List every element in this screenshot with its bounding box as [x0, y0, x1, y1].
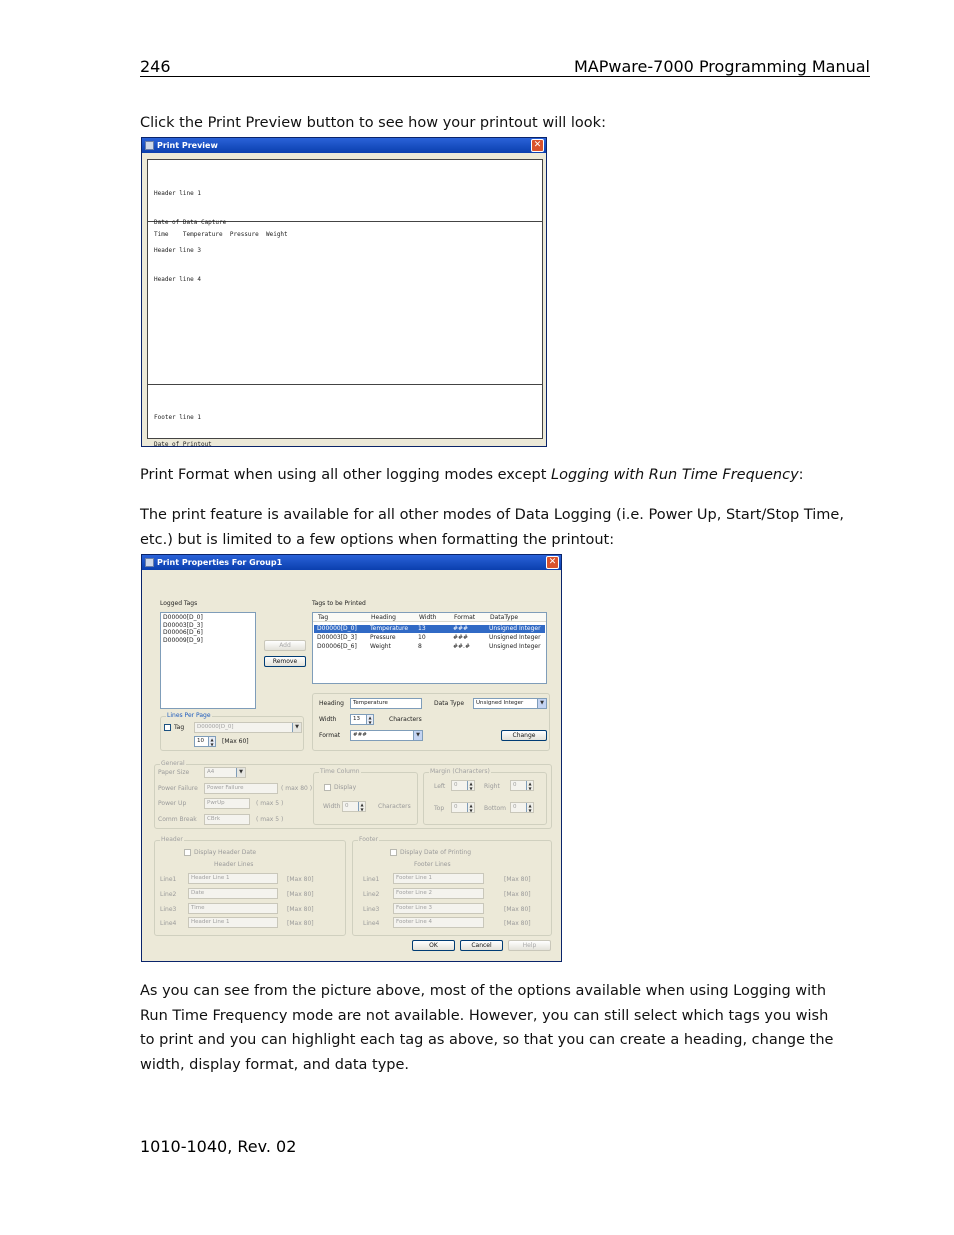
logged-tags-list[interactable] — [160, 612, 256, 709]
power-failure-max: ( max 80 ) — [281, 785, 313, 792]
paragraph-conclusion — [140, 979, 833, 1077]
spinner-arrows-icon[interactable]: ▲ ▼ — [526, 781, 533, 791]
header-group-label: Header — [161, 836, 183, 843]
top-value: 0 — [454, 804, 458, 810]
manual-title: MAPware-7000 Programming Manual — [574, 57, 870, 76]
cancel-button[interactable]: Cancel — [460, 940, 503, 951]
tags-to-print-label: Tags to be Printed — [312, 600, 366, 607]
cell-format: ### — [453, 634, 469, 641]
remove-button[interactable]: Remove — [264, 656, 306, 667]
right-stepper[interactable] — [510, 780, 534, 791]
chevron-down-icon[interactable]: ▼ — [413, 731, 422, 740]
tag-select-value: D00000[D_0] — [197, 724, 234, 730]
datatype-select[interactable] — [473, 698, 547, 709]
power-up-label: Power Up — [158, 800, 187, 807]
display-label: Display — [334, 784, 357, 791]
footer-line-max: [Max 80] — [504, 906, 531, 913]
header-line-max: [Max 80] — [287, 920, 314, 927]
paragraph-print-feature — [140, 503, 844, 552]
props-titlebar — [142, 555, 561, 570]
paper-size-label: Paper Size — [158, 769, 190, 776]
footer-line-label: Line4 — [363, 920, 380, 927]
chevron-down-icon[interactable]: ▼ — [236, 768, 245, 777]
header-line-label: Line1 — [160, 876, 177, 883]
footer-line-input[interactable]: Footer Line 4 — [393, 917, 484, 928]
comm-break-label: Comm Break — [158, 816, 197, 823]
cell-datatype: Unsigned Integer — [489, 643, 541, 650]
power-failure-label: Power Failure — [158, 785, 198, 792]
right-label: Right — [484, 783, 500, 790]
time-column-group — [313, 768, 418, 825]
header-line-label: Line2 — [160, 891, 177, 898]
print-properties-window — [141, 554, 562, 962]
cell-format: ### — [453, 625, 469, 632]
col-header-heading[interactable]: Heading — [371, 614, 396, 621]
tag-checkbox[interactable] — [164, 724, 171, 731]
format-value: ### — [353, 732, 367, 738]
general-label: General — [161, 760, 185, 767]
close-icon[interactable]: ✕ — [546, 556, 559, 569]
col-header-datatype[interactable]: DataType — [490, 614, 519, 621]
p4-line: As you can see from the picture above, most of the options available when using Logging with — [140, 983, 827, 999]
tags-table[interactable] — [312, 612, 547, 684]
chevron-down-icon[interactable]: ▼ — [292, 723, 301, 732]
cell-heading: Pressure — [370, 634, 396, 641]
preview-title: Print Preview — [157, 141, 218, 150]
header-line-label: Line3 — [160, 906, 177, 913]
header-line-input[interactable]: Date — [188, 888, 278, 899]
preview-header-line: Date of Data Capture — [154, 218, 227, 226]
tc-width-value: 0 — [345, 803, 349, 809]
preview-header-line: Header line 4 — [154, 275, 201, 283]
header-line-label: Line4 — [160, 920, 177, 927]
preview-body-section — [148, 222, 542, 385]
cell-width: 10 — [418, 634, 426, 641]
ok-button[interactable]: OK — [412, 940, 455, 951]
table-row[interactable] — [314, 643, 545, 651]
cell-tag: D00003[D_3] — [317, 634, 357, 641]
page-footer: 1010-1040, Rev. 02 — [140, 1137, 297, 1156]
paragraph-print-format — [140, 463, 804, 488]
lines-value: 10 — [197, 738, 204, 744]
width-value: 13 — [353, 716, 360, 722]
top-label: Top — [434, 805, 445, 812]
list-item[interactable]: D00009[D_9] — [163, 636, 203, 644]
header-line-max: [Max 80] — [287, 906, 314, 913]
footer-line-input[interactable]: Footer Line 3 — [393, 903, 484, 914]
tc-width-stepper[interactable] — [342, 801, 366, 812]
cell-width: 13 — [418, 625, 426, 632]
change-button[interactable]: Change — [501, 730, 547, 741]
table-row[interactable] — [314, 634, 545, 642]
logged-tags-label: Logged Tags — [160, 600, 198, 607]
power-up-max: ( max 5 ) — [256, 800, 284, 807]
preview-footer-line: Footer line 1 — [154, 413, 201, 421]
cell-width: 8 — [418, 643, 422, 650]
lines-per-page-label: Lines Per Page — [167, 712, 211, 719]
list-item[interactable]: D00003[D_3] — [163, 621, 203, 629]
tag-checkbox-label: Tag — [174, 724, 185, 731]
bottom-value: 0 — [513, 804, 517, 810]
lines-stepper[interactable] — [194, 736, 216, 747]
spinner-arrows-icon[interactable]: ▲ ▼ — [358, 802, 365, 812]
spinner-arrows-icon[interactable]: ▲ ▼ — [526, 803, 533, 813]
format-label: Format — [319, 732, 341, 739]
footer-line-input[interactable]: Footer Line 1 — [393, 873, 484, 884]
spinner-arrows-icon[interactable]: ▲ ▼ — [467, 803, 474, 813]
p4-line: width, display format, and data type. — [140, 1056, 410, 1073]
col-header-format[interactable]: Format — [454, 614, 476, 621]
footer-lines-label: Footer Lines — [414, 861, 451, 868]
props-title: Print Properties For Group1 — [157, 558, 283, 567]
display-date-printing-checkbox[interactable] — [390, 849, 397, 856]
chevron-down-icon[interactable]: ▼ — [537, 699, 546, 708]
add-button[interactable]: Add — [264, 640, 306, 651]
app-icon — [145, 141, 154, 150]
p3-line: etc.) but is limited to a few options when formatting the printout: — [140, 531, 615, 548]
bottom-stepper[interactable] — [510, 802, 534, 813]
margin-label: Margin (Characters) — [430, 768, 490, 775]
right-value: 0 — [513, 782, 517, 788]
cell-heading: Weight — [370, 643, 391, 650]
characters-label: Characters — [389, 716, 422, 723]
bottom-label: Bottom — [484, 805, 507, 812]
comm-break-max: ( max 5 ) — [256, 816, 284, 823]
paper-size-select[interactable] — [204, 767, 246, 778]
heading-label: Heading — [319, 700, 344, 707]
footer-line-label: Line3 — [363, 906, 380, 913]
print-preview-window — [141, 137, 547, 447]
p4-line: Run Time Frequency mode are not available. However, you can still select which tags you wish — [140, 1007, 829, 1024]
preview-columns: Time Temperature Pressure Weight — [154, 231, 288, 238]
p2-italic: Logging with Run Time Frequency — [551, 467, 799, 483]
cell-tag: D00006[D_6] — [317, 643, 357, 650]
page-number: 246 — [140, 57, 171, 76]
preview-titlebar — [142, 138, 546, 153]
preview-header-line: Header line 1 — [154, 190, 201, 197]
paragraph-print-preview: Click the Print Preview button to see how your printout will look: — [140, 115, 606, 131]
cell-heading: Temperature — [370, 625, 409, 632]
list-item[interactable]: D00006[D_6] — [163, 629, 203, 636]
header-line-input[interactable]: Header Line 1 — [188, 917, 278, 928]
header-rule — [140, 76, 870, 77]
header-line-input[interactable]: Header Line 1 — [188, 873, 278, 884]
datatype-value: Unsigned Integer — [476, 700, 524, 706]
left-value: 0 — [454, 782, 458, 788]
header-line-max: [Max 80] — [287, 891, 314, 898]
display-date-printing-label: Display Date of Printing — [400, 849, 472, 856]
display-header-date-label: Display Header Date — [194, 849, 257, 856]
preview-footer-lines — [154, 394, 212, 447]
footer-line-max: [Max 80] — [504, 891, 531, 898]
spinner-arrows-icon[interactable]: ▲ ▼ — [366, 715, 373, 725]
footer-line-max: [Max 80] — [504, 920, 531, 927]
spinner-arrows-icon[interactable]: ▲ ▼ — [467, 781, 474, 791]
datatype-label: Data Type — [434, 700, 465, 707]
display-checkbox[interactable] — [324, 784, 331, 791]
width-label: Width — [319, 716, 337, 723]
close-icon[interactable]: ✕ — [531, 139, 544, 152]
p4-line: to print and you can highlight each tag as above, so that you can create a heading, change the — [140, 1032, 834, 1048]
header-line-max: [Max 80] — [287, 876, 314, 883]
heading-input[interactable]: Temperature — [350, 698, 422, 709]
footer-line-input[interactable]: Footer Line 2 — [393, 888, 484, 899]
spinner-arrows-icon[interactable]: ▲ ▼ — [208, 737, 215, 747]
footer-group-label: Footer — [359, 836, 379, 843]
tc-width-label: Width — [323, 803, 341, 810]
power-up-input[interactable]: PwrUp — [204, 798, 250, 809]
left-label: Left — [434, 783, 446, 790]
footer-line-max: [Max 80] — [504, 876, 531, 883]
preview-page — [147, 159, 543, 447]
preview-header-line: Header line 3 — [154, 247, 201, 254]
power-failure-input[interactable]: Power Failure — [204, 783, 278, 794]
header-line-input[interactable]: Time — [188, 903, 278, 914]
top-stepper[interactable] — [451, 802, 475, 813]
time-column-label: Time Column — [320, 768, 360, 775]
cell-datatype: Unsigned Integer — [489, 625, 541, 632]
display-header-date-checkbox[interactable] — [184, 849, 191, 856]
footer-line-label: Line2 — [363, 891, 380, 898]
table-header — [313, 613, 546, 622]
table-row-selected[interactable] — [314, 625, 545, 633]
width-stepper[interactable] — [350, 714, 374, 725]
col-header-tag[interactable]: Tag — [318, 614, 329, 621]
cell-format: ##.# — [453, 643, 470, 650]
cell-datatype: Unsigned Integer — [489, 634, 541, 641]
header-lines-label: Header Lines — [214, 861, 254, 868]
list-item[interactable]: D00000[D_0] — [163, 614, 203, 621]
footer-line-label: Line1 — [363, 876, 380, 883]
p2-text: Print Format when using all other logging modes except — [140, 467, 552, 483]
format-select[interactable] — [350, 730, 423, 741]
p2-colon: : — [798, 467, 804, 483]
comm-break-input[interactable]: CBrk — [204, 814, 250, 825]
col-header-width[interactable]: Width — [419, 614, 437, 621]
cell-tag: D00000[D_0] — [317, 625, 357, 632]
left-stepper[interactable] — [451, 780, 475, 791]
help-button[interactable]: Help — [508, 940, 551, 951]
paper-size-value: A4 — [207, 769, 215, 775]
p3-line: The print feature is available for all other modes of Data Logging (i.e. Power Up, Start/Stop Time, — [140, 507, 844, 523]
tag-select[interactable] — [194, 722, 302, 733]
tc-characters-label: Characters — [378, 803, 411, 810]
preview-footer-line: Date of Printout — [154, 441, 212, 447]
app-icon — [145, 558, 154, 567]
lines-max: [Max 60] — [222, 738, 249, 745]
